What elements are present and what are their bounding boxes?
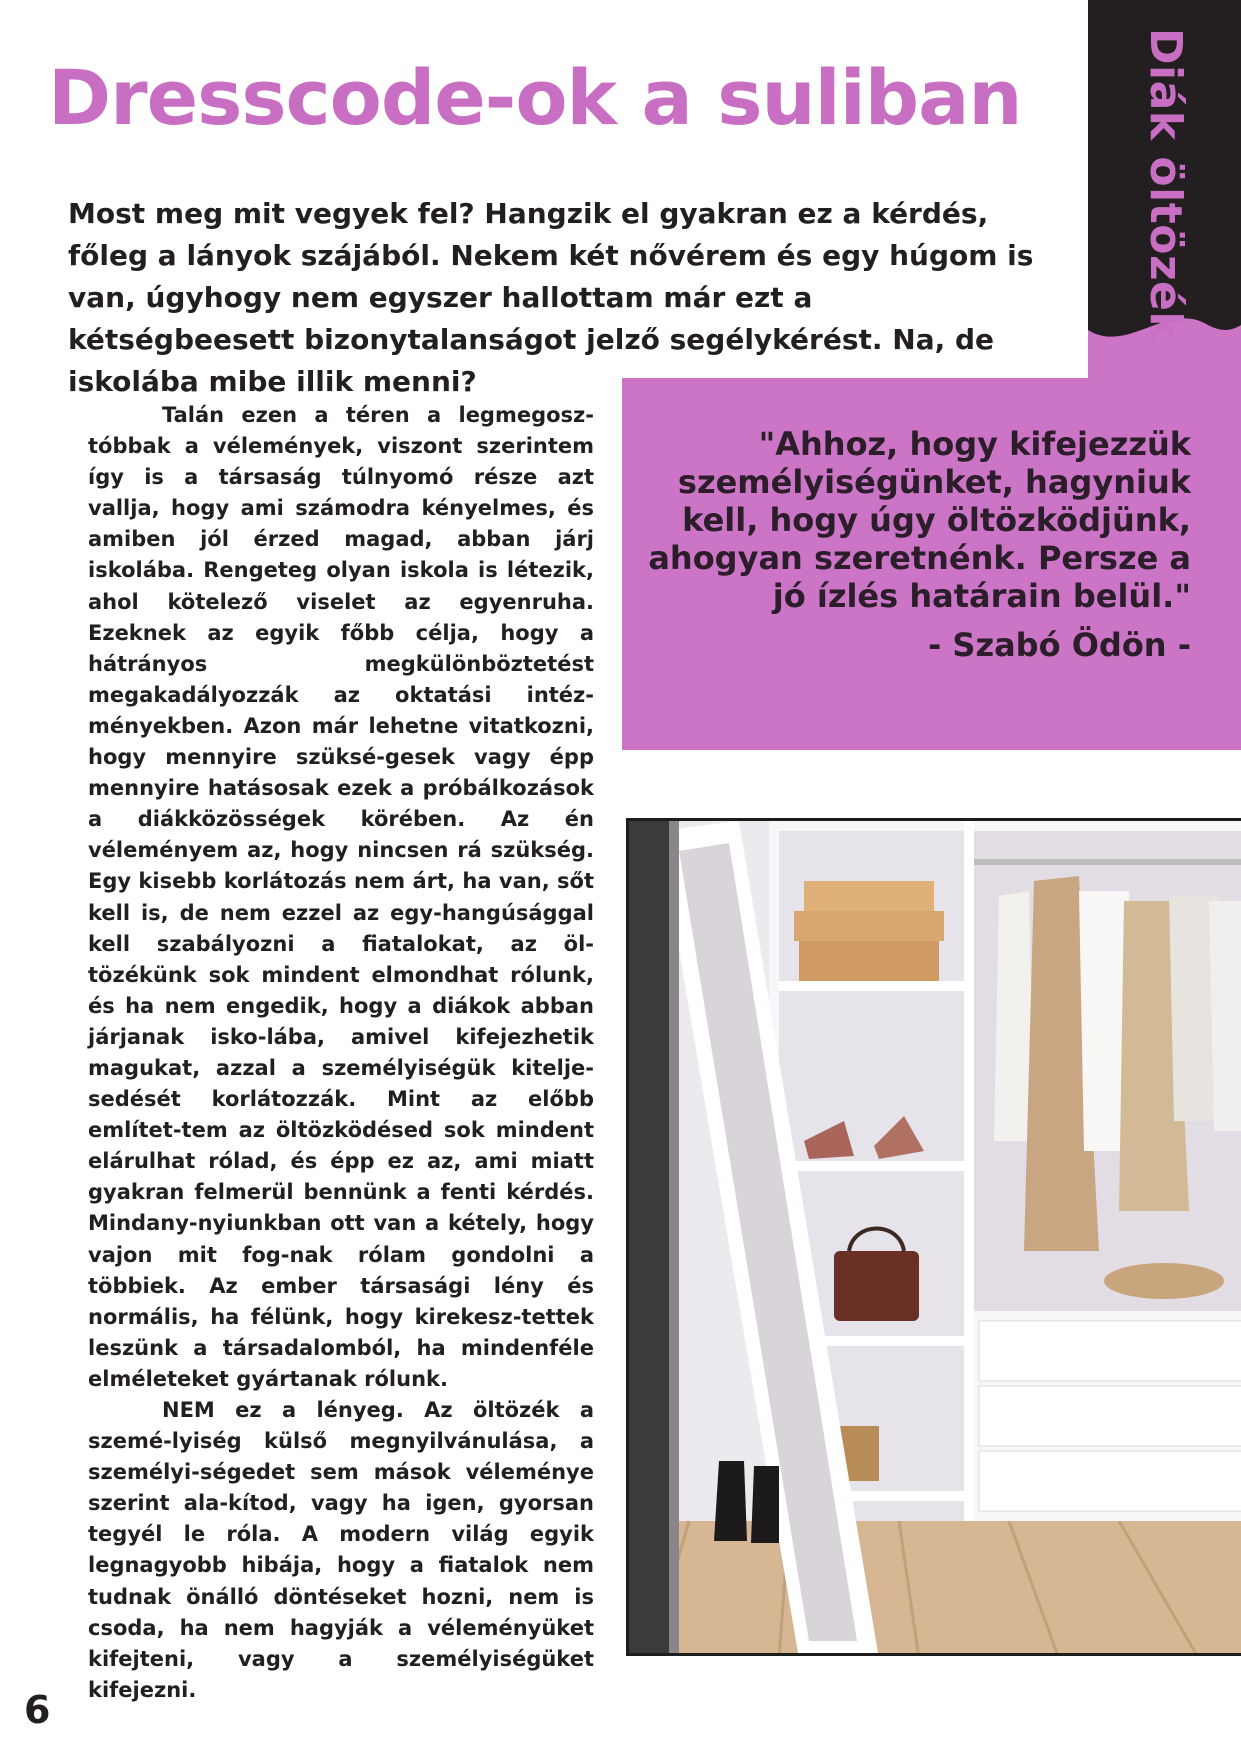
- article-title: Dresscode-ok a suliban: [48, 53, 1022, 142]
- wardrobe-illustration: [629, 821, 1241, 1656]
- lead-paragraph: Most meg mit vegyek fel? Hangzik el gyakran ez a kérdés, főleg a lányok szájából. Nekem két nővérem és egy húgom is van, úgyhogy nem egyszer hallottam már ezt a kétségbeesett bizonytalanságot jelző segélykérést. Na, de iskolába mibe illik menni?: [68, 197, 1034, 398]
- section-label: Diák öltözék: [1140, 28, 1191, 342]
- article-body: [88, 400, 594, 1706]
- pull-quote-text: "Ahhoz, hogy kifejezzük személyiségünket, hagyniuk kell, hogy úgy öltözködjünk, ahogyan szeretnénk. Persze a jó ízlés határain belül.": [648, 425, 1191, 615]
- page-number: 6: [24, 1688, 51, 1732]
- wardrobe-photo: [626, 818, 1241, 1656]
- body-paragraph: NEM ez a lényeg. Az öltözék a szemé-lyiség külső megnyilvánulása, a személyi-ségedet sem mások véleménye szerint ala-kítod, vagy ha igen, gyorsan tegyél le róla. A modern világ egyik legnagyobb hibája, hogy a fiatalok nem tudnak önálló döntéseket hozni, nem is csoda, ha nem hagyják a véleményüket kifejteni, vagy a személyiségüket kifejezni.: [88, 1398, 594, 1702]
- pull-quote-box: [622, 378, 1241, 750]
- body-paragraph: Talán ezen a téren a legmegosz-tóbbak a vélemények, viszont szerintem így is a társaság túlnyomó része azt vallja, hogy ami számodra kényelmes, és amiben jól érzed magad, abban járj iskolába. Rengeteg olyan iskola is létezik, ahol kötelező viselet az egyenruha. Ezeknek az egyik főbb célja, hogy a hátrányos megkülönböztetést megakadályozzák az oktatási intéz-ményekben. Azon már lehetne vitatkozni, hogy mennyire szüksé-gesek vagy épp mennyire hatásosak ezek a próbálkozások a diákközösségek körében. Az én véleményem az, hogy nincsen rá szükség. Egy kisebb korlátozás nem árt, ha van, sőt kell is, de nem ezzel az egy-hangúsággal kell szabályozni a fiatalokat, az öl-tözékünk sok mindent elmondhat rólunk, és ha nem engedik, hogy a diákok abban járjanak isko-lába, amivel kifejezhetik magukat, azzal a személyiségük kitelje-sedését korlátozzák. Mint az előbb említet-tem az öltözködésed sok mindent elárulhat rólad, és épp ez az, ami miatt gyakran felmerül bennünk a fenti kérdés. Mindany-nyiunkban ott van a kétely, hogy vajon mit fog-nak rólam gondolni a többiek. Az ember társasági lény és normális, ha félünk, hogy kirekesz-tettek leszünk a társadalomból, ha mindenféle elméleteket gyártanak rólunk.: [88, 403, 594, 1391]
- pull-quote-author: - Szabó Ödön -: [927, 626, 1191, 664]
